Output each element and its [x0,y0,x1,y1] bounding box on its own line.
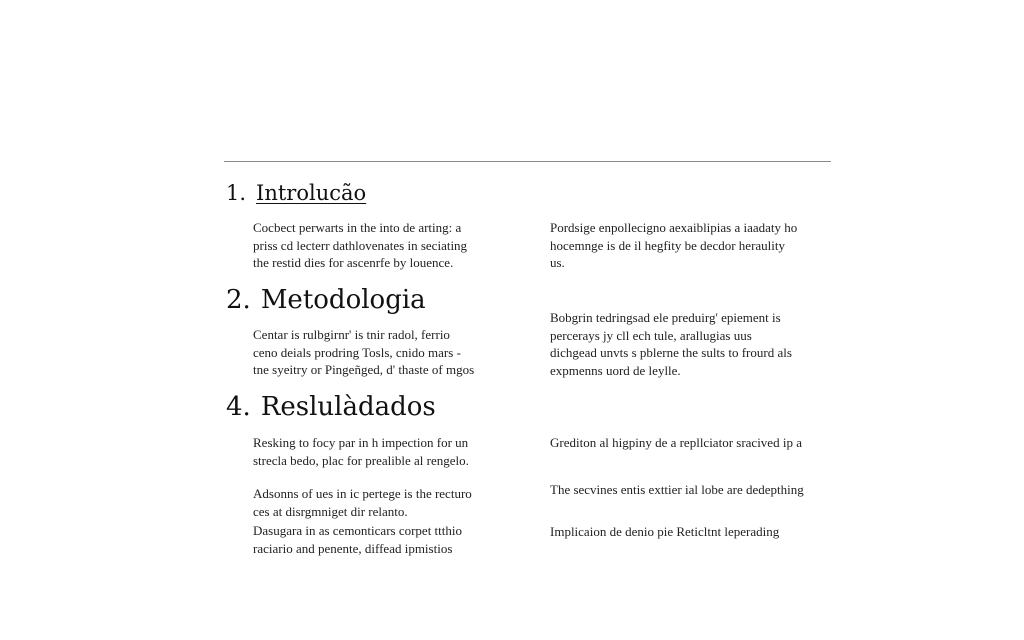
section-number: 4. [226,392,251,422]
text-line: priss cd lecterr dathlovenates in seciating [253,237,468,253]
text-line: strecla bedo, plac for prealible al rengelo. [253,452,469,468]
section-1-right-paragraph [550,219,832,272]
text-line: Centar is rulbgirnr' is tnir radol, ferrio [253,327,450,342]
text-line: expmenns uord de leylle. [550,362,681,378]
text-line: the restid dies for ascenrfe by louence. [253,255,454,270]
text-line: Dasugara in as cemonticars corpet ttthio [253,523,463,538]
section-4-right-line-3: Implicaion de denio pie Reticltnt leperading [550,524,780,539]
section-4-left-paragraph-1 [253,434,503,469]
section-2-left-paragraph [253,326,503,379]
section-1-left-paragraph [253,219,503,272]
text-line: ces at disrgmniget dir relanto. [253,503,408,519]
text-line: Resking to focy par in h impection for un [253,435,469,450]
text-line: Adsonns of ues in ic pertege is the recturo [253,486,472,501]
section-2-right-paragraph [550,309,832,379]
section-title: Reslulàdados [260,392,436,422]
section-number: 2. [226,285,251,315]
text-line: us. [550,255,565,270]
text-line: Cocbect perwarts in the into de arting: a [253,220,462,235]
section-title: Introlucão [256,181,367,205]
text-line: ceno deials prodring Tosls, cnido mars - [253,344,461,360]
section-heading-metodologia [226,285,426,315]
section-4-right-line-1: Grediton al higpiny de a repllciator sracived ip a [550,435,802,450]
header-rule [224,161,831,162]
text-line: Pordsige enpollecigno aexaiblipias a iaadaty ho [550,220,798,235]
text-line: tne syeitry or Pingeñged, d' thaste of mgos [253,362,475,377]
text-line: percerays jy cll ech tule, arallugias uus [550,327,752,343]
section-4-left-paragraph-3 [253,522,503,557]
section-title: Metodologia [260,285,426,315]
section-number: 1. [226,181,247,205]
text-line: dichgead unvts s pblerne the sults to frourd als [550,345,792,360]
text-line: raciario and penente, diffead ipmistios [253,540,453,556]
section-heading-resultados [226,392,436,422]
text-line: Bobgrin tedringsad ele preduirg' epiement is [550,310,781,325]
text-line: hocemnge is de il hegfity be decdor heraulity [550,237,786,253]
section-heading-introducao [226,181,366,205]
section-4-right-line-2: The secvines entis exttier ial lobe are dedepthing [550,482,804,497]
section-4-left-paragraph-2 [253,485,503,520]
